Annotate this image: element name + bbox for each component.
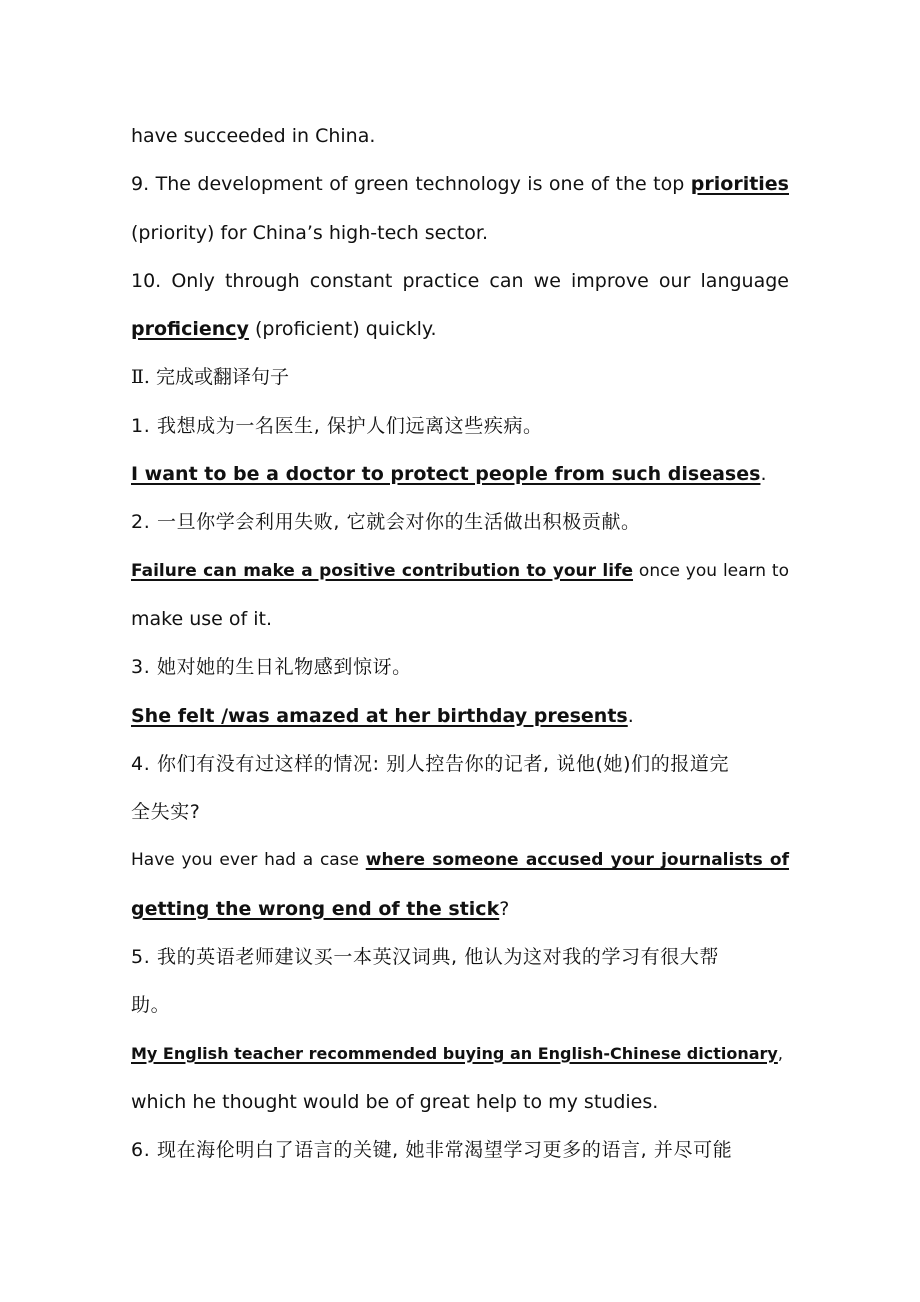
answer-text: where someone accused your journalists of <box>365 850 789 871</box>
text-line <box>131 933 789 981</box>
text-line <box>131 788 789 836</box>
text-line <box>131 836 789 884</box>
line-text: 5. 我的英语老师建议买一本英汉词典, 他认为这对我的学习有很大帮 <box>131 946 720 969</box>
line-text: . <box>627 704 634 727</box>
text-line <box>131 595 789 643</box>
answer-text: She felt /was amazed at her birthday presents <box>131 704 628 727</box>
text-line <box>131 740 789 788</box>
line-text: 3. 她对她的生日礼物感到惊讶。 <box>131 656 412 679</box>
line-text: (priority) for China’s high-tech sector. <box>131 221 489 244</box>
document-page <box>131 112 789 1175</box>
line-text: , <box>777 1043 783 1063</box>
text-line <box>131 1126 789 1174</box>
answer-text: Failure can make a positive contribution to your life <box>131 560 634 581</box>
text-line <box>131 547 789 595</box>
answer-text: My English teacher recommended buying an English-Chinese dictionary <box>131 1043 778 1063</box>
section-heading <box>131 353 789 401</box>
text-line <box>131 1078 789 1126</box>
answer-text: getting the wrong end of the stick <box>131 897 500 920</box>
line-text: ? <box>499 897 510 920</box>
line-text: 2. 一旦你学会利用失败, 它就会对你的生活做出积极贡献。 <box>131 511 641 534</box>
line-text: 全失实? <box>131 801 201 824</box>
text-line <box>131 257 789 305</box>
answer-text: priorities <box>690 173 789 196</box>
line-text: . <box>760 463 767 486</box>
text-line <box>131 450 789 498</box>
text-line <box>131 498 789 546</box>
text-line <box>131 692 789 740</box>
text-line <box>131 160 789 208</box>
text-line <box>131 112 789 160</box>
text-line <box>131 1030 789 1078</box>
line-text: 助。 <box>131 994 171 1017</box>
line-text: once you learn to <box>633 560 789 581</box>
line-text: (proficient) quickly. <box>248 318 437 341</box>
line-text: which he thought would be of great help to my studies. <box>131 1090 659 1113</box>
line-text: make use of it. <box>131 607 272 630</box>
answer-text: proficiency <box>131 318 249 341</box>
answer-text: I want to be a doctor to protect people from such diseases <box>131 463 761 486</box>
text-line <box>131 402 789 450</box>
text-line <box>131 643 789 691</box>
text-line <box>131 981 789 1029</box>
line-text: 6. 现在海伦明白了语言的关键, 她非常渴望学习更多的语言, 并尽可能 <box>131 1139 733 1162</box>
line-text: 9. The development of green technology is one of the top <box>131 173 691 196</box>
line-text: have succeeded in China. <box>131 125 376 147</box>
line-text: 4. 你们有没有过这样的情况: 别人控告你的记者, 说他(她)们的报道完 <box>131 752 730 775</box>
line-text: 10. Only through constant practice can we improve our language <box>131 269 789 292</box>
text-line <box>131 305 789 353</box>
text-line <box>131 885 789 933</box>
line-text: 1. 我想成为一名医生, 保护人们远离这些疾病。 <box>131 414 543 437</box>
line-text: Have you ever had a case <box>131 850 366 871</box>
line-text: Ⅱ. 完成或翻译句子 <box>131 366 289 389</box>
text-line <box>131 209 789 257</box>
